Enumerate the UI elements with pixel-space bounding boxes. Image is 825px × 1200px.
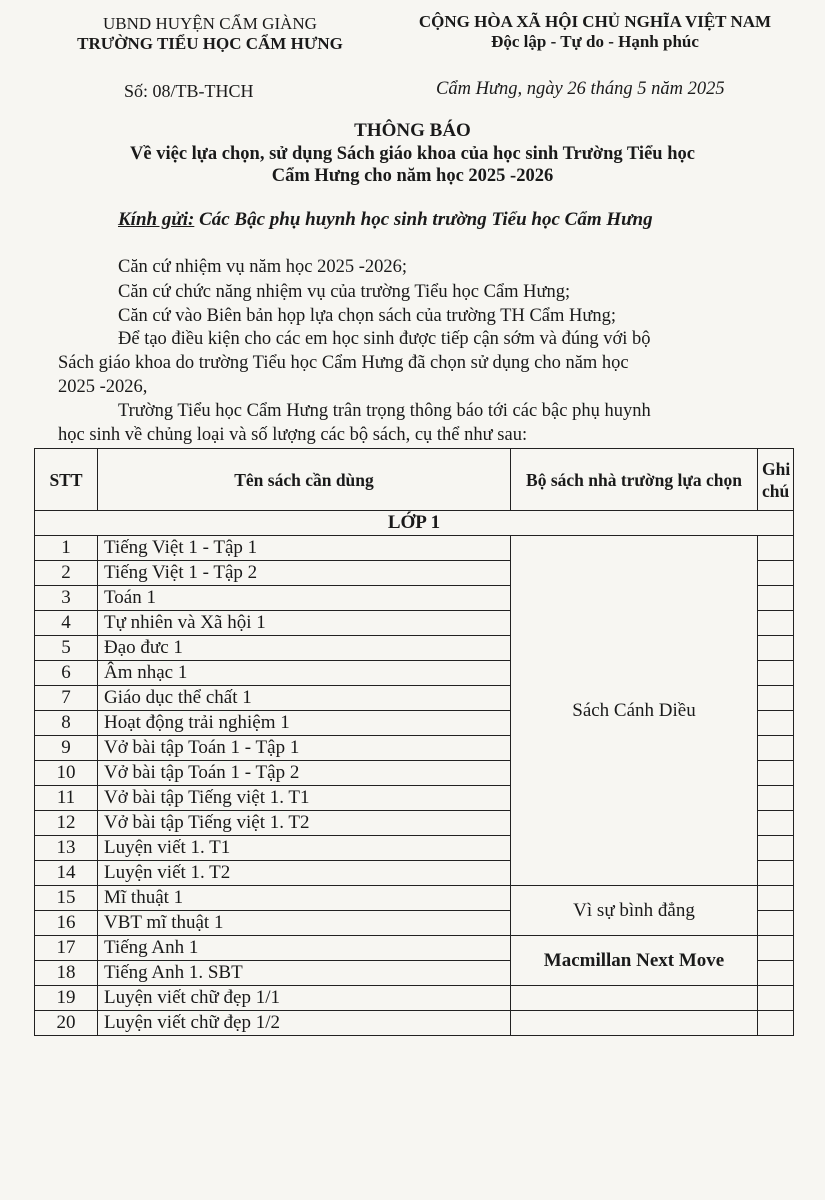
row-stt: 2	[35, 561, 98, 586]
school-name: TRƯỜNG TIỂU HỌC CẨM HƯNG	[77, 34, 343, 53]
row-book-name: Tiếng Việt 1 - Tập 1	[98, 536, 511, 561]
row-stt: 4	[35, 611, 98, 636]
notice-subject	[0, 143, 825, 187]
basis-2: Căn cứ chức năng nhiệm vụ của trường Tiểu học Cẩm Hưng;	[118, 282, 571, 302]
row-book-set	[511, 1011, 758, 1036]
row-stt: 5	[35, 636, 98, 661]
row-stt: 9	[35, 736, 98, 761]
announce-line-1: Trường Tiểu học Cẩm Hưng trân trọng thông báo tới các bậc phụ huynh	[118, 401, 651, 421]
row-stt: 10	[35, 761, 98, 786]
grade-label: LỚP 1	[35, 511, 794, 536]
col-header-name: Tên sách cần dùng	[98, 449, 511, 511]
row-note	[758, 736, 794, 761]
row-note	[758, 786, 794, 811]
row-note	[758, 536, 794, 561]
announce-line-2: học sinh về chủng loại và số lượng các bộ sách, cụ thể như sau:	[58, 425, 528, 445]
row-book-set	[511, 986, 758, 1011]
purpose-line-1: Để tạo điều kiện cho các em học sinh được tiếp cận sớm và đúng với bộ	[118, 329, 651, 349]
book-table	[34, 448, 794, 1036]
row-note	[758, 936, 794, 961]
row-book-name: Tiếng Việt 1 - Tập 2	[98, 561, 511, 586]
row-stt: 18	[35, 961, 98, 986]
row-stt: 3	[35, 586, 98, 611]
row-note	[758, 636, 794, 661]
row-note	[758, 811, 794, 836]
row-book-name: Giáo dục thể chất 1	[98, 686, 511, 711]
row-stt: 7	[35, 686, 98, 711]
row-book-name: Đạo đưc 1	[98, 636, 511, 661]
row-note	[758, 661, 794, 686]
row-book-name: VBT mĩ thuật 1	[98, 911, 511, 936]
table-body	[35, 511, 794, 1036]
purpose-line-3: 2025 -2026,	[58, 377, 148, 397]
table-row	[35, 886, 794, 911]
book-set-vi-su-binh-dang: Vì sự bình đẳng	[511, 886, 758, 936]
table-row	[35, 1011, 794, 1036]
purpose-line-2: Sách giáo khoa do trường Tiểu học Cẩm Hưng đã chọn sử dụng cho năm học	[58, 353, 629, 373]
row-note	[758, 836, 794, 861]
row-stt: 11	[35, 786, 98, 811]
row-book-name: Vở bài tập Tiếng việt 1. T2	[98, 811, 511, 836]
row-book-name: Mĩ thuật 1	[98, 886, 511, 911]
row-book-name: Vở bài tập Toán 1 - Tập 2	[98, 761, 511, 786]
place-date: Cẩm Hưng, ngày 26 tháng 5 năm 2025	[436, 79, 725, 99]
row-note	[758, 711, 794, 736]
table-header-row	[35, 449, 794, 511]
row-note	[758, 561, 794, 586]
row-note	[758, 961, 794, 986]
row-note	[758, 686, 794, 711]
row-stt: 19	[35, 986, 98, 1011]
row-note	[758, 986, 794, 1011]
row-note	[758, 911, 794, 936]
row-book-name: Luyện viết 1. T1	[98, 836, 511, 861]
header-right	[380, 12, 810, 52]
row-book-name: Tiếng Anh 1	[98, 936, 511, 961]
book-set-canh-dieu: Sách Cánh Diều	[511, 536, 758, 886]
col-header-note: Ghi chú	[758, 449, 794, 511]
col-header-set: Bộ sách nhà trường lựa chọn	[511, 449, 758, 511]
header-left	[60, 14, 360, 54]
table-row	[35, 936, 794, 961]
subject-line-1: Về việc lựa chọn, sử dụng Sách giáo khoa của học sinh Trường Tiểu học	[130, 144, 695, 164]
row-book-name: Tiếng Anh 1. SBT	[98, 961, 511, 986]
recipient-line	[118, 209, 653, 231]
row-stt: 20	[35, 1011, 98, 1036]
motto: Độc lập - Tự do - Hạnh phúc	[491, 32, 699, 51]
row-stt: 1	[35, 536, 98, 561]
row-stt: 12	[35, 811, 98, 836]
row-book-name: Luyện viết 1. T2	[98, 861, 511, 886]
basis-1: Căn cứ nhiệm vụ năm học 2025 -2026;	[118, 257, 408, 277]
notice-title: THÔNG BÁO	[354, 120, 471, 141]
row-stt: 16	[35, 911, 98, 936]
country-name: CỘNG HÒA XÃ HỘI CHỦ NGHĨA VIỆT NAM	[418, 12, 772, 31]
subject-line-2: Cẩm Hưng cho năm học 2025 -2026	[271, 166, 554, 186]
row-book-name: Vở bài tập Tiếng việt 1. T1	[98, 786, 511, 811]
row-stt: 17	[35, 936, 98, 961]
row-book-name: Hoạt động trải nghiệm 1	[98, 711, 511, 736]
col-header-stt: STT	[35, 449, 98, 511]
row-book-name: Tự nhiên và Xã hội 1	[98, 611, 511, 636]
book-set-macmillan: Macmillan Next Move	[511, 936, 758, 986]
row-note	[758, 861, 794, 886]
row-book-name: Toán 1	[98, 586, 511, 611]
document-number: Số: 08/TB-THCH	[124, 81, 254, 101]
row-book-name: Vở bài tập Toán 1 - Tập 1	[98, 736, 511, 761]
recipient-text: Các Bậc phụ huynh học sinh trường Tiểu học Cẩm Hưng	[194, 209, 653, 230]
row-stt: 6	[35, 661, 98, 686]
basis-3: Căn cứ vào Biên bản họp lựa chọn sách của trường TH Cẩm Hưng;	[118, 306, 617, 326]
row-note	[758, 886, 794, 911]
recipient-label: Kính gửi:	[118, 209, 195, 230]
row-stt: 14	[35, 861, 98, 886]
row-note	[758, 1011, 794, 1036]
row-book-name: Luyện viết chữ đẹp 1/1	[98, 986, 511, 1011]
row-stt: 8	[35, 711, 98, 736]
row-book-name: Luyện viết chữ đẹp 1/2	[98, 1011, 511, 1036]
district-name: UBND HUYỆN CẨM GIÀNG	[103, 14, 317, 33]
row-stt: 13	[35, 836, 98, 861]
row-note	[758, 611, 794, 636]
row-note	[758, 586, 794, 611]
row-book-name: Âm nhạc 1	[98, 661, 511, 686]
table-row	[35, 536, 794, 561]
table-row	[35, 986, 794, 1011]
row-note	[758, 761, 794, 786]
grade-row	[35, 511, 794, 536]
row-stt: 15	[35, 886, 98, 911]
